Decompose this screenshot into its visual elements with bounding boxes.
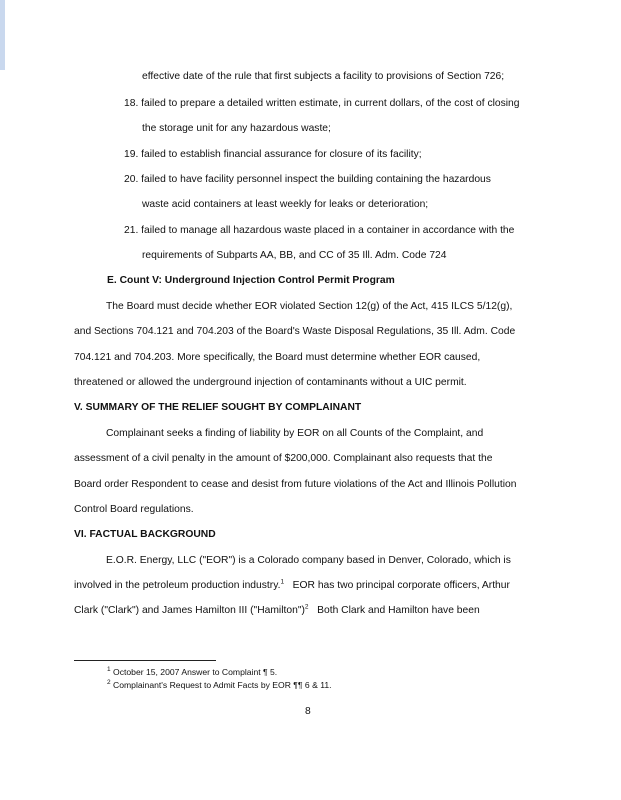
body-line: assessment of a civil penalty in the amount of $200,000. Complainant also requests that the — [74, 453, 493, 464]
body-text: Clark ("Clark") and James Hamilton III ("Hamilton") — [74, 605, 305, 616]
body-line: The Board must decide whether EOR violated Section 12(g) of the Act, 415 ILCS 5/12(g), — [106, 301, 513, 312]
body-line: 704.121 and 704.203. More specifically, the Board must determine whether EOR caused, — [74, 352, 481, 363]
body-line: Control Board regulations. — [74, 504, 194, 515]
body-line: Board order Respondent to cease and desist from future violations of the Act and Illinois Pollution — [74, 479, 517, 490]
list-item-18: 18. failed to prepare a detailed written estimate, in current dollars, of the cost of closing — [124, 98, 520, 109]
footnote-number: 2 — [107, 679, 111, 687]
scan-edge-mark — [0, 0, 5, 70]
body-text: involved in the petroleum production industry. — [74, 580, 281, 591]
body-text: EOR has two principal corporate officers, Arthur — [292, 580, 510, 591]
footnote — [107, 667, 277, 678]
section-heading-vi: VI. FACTUAL BACKGROUND — [74, 529, 216, 540]
body-line: E.O.R. Energy, LLC ("EOR") is a Colorado company based in Denver, Colorado, which is — [106, 555, 511, 566]
body-line — [74, 579, 510, 592]
footnote-text: Complainant's Request to Admit Facts by EOR ¶¶ 6 & 11. — [113, 680, 332, 690]
body-text: Both Clark and Hamilton have been — [317, 605, 480, 616]
body-line: effective date of the rule that first subjects a facility to provisions of Section 726; — [142, 71, 505, 82]
footnote — [107, 680, 332, 691]
footnote-ref: 2 — [304, 603, 309, 611]
footnote-divider — [74, 660, 216, 661]
section-heading-v: V. SUMMARY OF THE RELIEF SOUGHT BY COMPLAINANT — [74, 402, 362, 413]
body-line: requirements of Subparts AA, BB, and CC of 35 Ill. Adm. Code 724 — [142, 250, 447, 261]
body-line: and Sections 704.121 and 704.203 of the Board's Waste Disposal Regulations, 35 Ill. Adm. Code — [74, 326, 516, 337]
body-line: waste acid containers at least weekly for leaks or deterioration; — [142, 199, 429, 210]
footnote-number: 1 — [107, 666, 111, 674]
list-item-19: 19. failed to establish financial assurance for closure of its facility; — [124, 149, 422, 160]
list-item-21: 21. failed to manage all hazardous waste placed in a container in accordance with the — [124, 225, 515, 236]
page-number: 8 — [305, 706, 311, 717]
body-line — [74, 604, 480, 617]
body-line: Complainant seeks a finding of liability by EOR on all Counts of the Complaint, and — [106, 428, 484, 439]
section-heading-count-v: E. Count V: Underground Injection Control Permit Program — [107, 275, 395, 286]
footnote-text: October 15, 2007 Answer to Complaint ¶ 5. — [113, 667, 278, 677]
body-line: the storage unit for any hazardous waste; — [142, 123, 331, 134]
body-line: threatened or allowed the underground injection of contaminants without a UIC permit. — [74, 377, 467, 388]
footnote-ref: 1 — [280, 578, 285, 586]
list-item-20: 20. failed to have facility personnel inspect the building containing the hazardous — [124, 174, 491, 185]
